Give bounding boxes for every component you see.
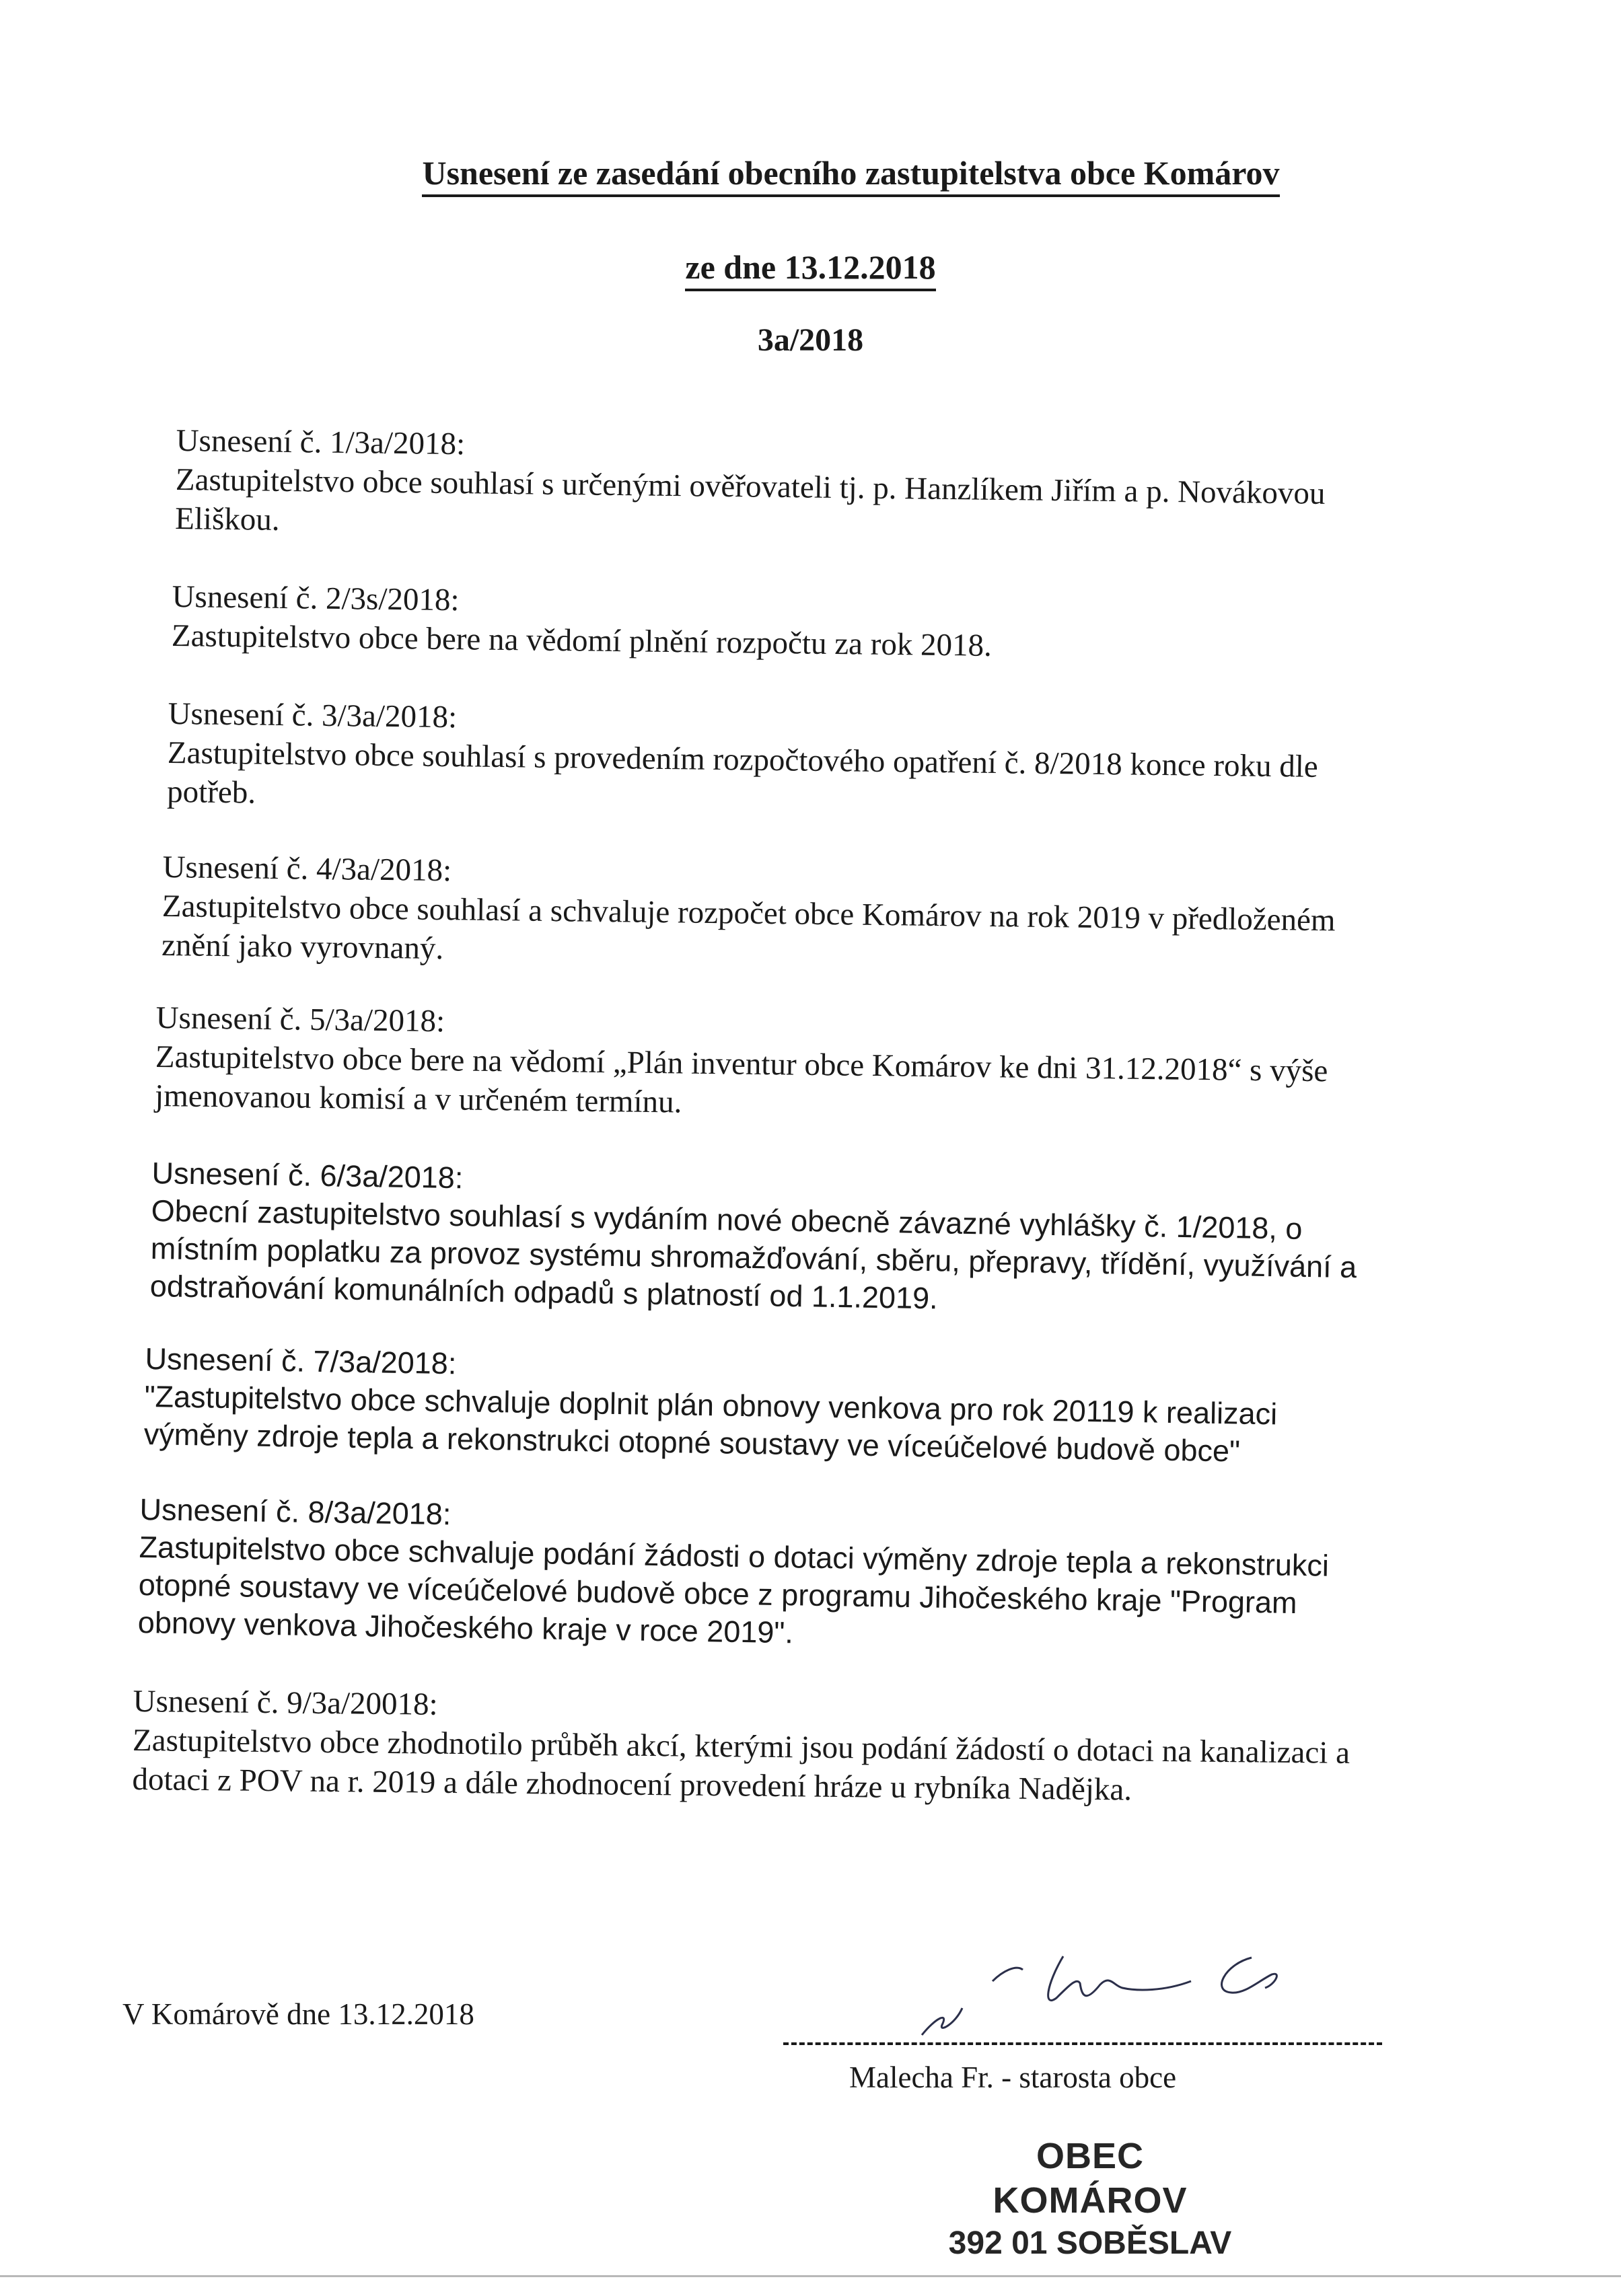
- resolution-text: Obecní zastupitelstvo souhlasí s vydáním nové obecně závazné vyhlášky č. 1/2018, o místním poplatku za provoz systému shromažďování, sběru, přepravy, třídění, využívání a odstraňování komunálních odpadů s platností od 1.1.2019.: [149, 1193, 1357, 1316]
- resolution-label: Usnesení č. 8/3a/2018:: [139, 1491, 452, 1532]
- resolution-label: Usnesení č. 1/3a/2018:: [176, 422, 466, 462]
- resolution-label: Usnesení č. 9/3a/20018:: [133, 1683, 438, 1722]
- resolution-text: Zastupitelstvo obce souhlasí a schvaluje rozpočet obce Komárov na rok 2019 v předloženém znění jako vyrovnaný.: [161, 888, 1336, 967]
- resolution-label: Usnesení č. 5/3a/2018:: [155, 1000, 445, 1039]
- stamp-line-1: OBEC KOMÁROV: [993, 2136, 1188, 2221]
- resolution-text: Zastupitelstvo obce souhlasí s určenými ověřovateli tj. p. Hanzlíkem Jiřím a p. Novákovou Eliškou.: [174, 461, 1326, 538]
- resolution-item: [149, 1154, 1396, 1325]
- document-date: [0, 248, 1621, 287]
- stamp-line-2: 392 01 SOBĚSLAV: [948, 2225, 1232, 2261]
- place-date: V Komárově dne 13.12.2018: [122, 1997, 474, 2031]
- resolution-item: [167, 694, 1413, 827]
- resolution-text: "Zastupitelstvo obce schvaluje doplnit plán obnovy venkova pro rok 20119 k realizaci výměny zdroje tepla a rekonstrukci otopné soustavy ve víceúčelové budově obce": [143, 1378, 1278, 1469]
- signer-name: Malecha Fr. - starosta obce: [849, 2061, 1177, 2094]
- scan-edge-line: [0, 2275, 1621, 2277]
- signature-line: [783, 2042, 1382, 2045]
- document-title-text: Usnesení ze zasedání obecního zastupitelstva obce Komárov: [422, 154, 1279, 197]
- resolution-item: [137, 1491, 1384, 1661]
- resolution-item: [161, 848, 1408, 980]
- resolution-text: Zastupitelstvo obce souhlasí s provedením rozpočtového opatření č. 8/2018 konce roku dle potřeb.: [166, 735, 1318, 811]
- resolution-text: Zastupitelstvo obce zhodnotilo průběh akcí, kterými jsou podání žádostí o dotaci na kanalizaci a dotaci z POV na r. 2019 a dále zhodnocení provedení hráze u rybníka Nadějka.: [132, 1722, 1350, 1808]
- resolution-label: Usnesení č. 6/3a/2018:: [151, 1155, 464, 1195]
- document-number: 3a/2018: [757, 322, 864, 358]
- resolution-label: Usnesení č. 4/3a/2018:: [162, 849, 452, 889]
- office-stamp: [935, 2134, 1245, 2264]
- resolution-item: [132, 1682, 1378, 1812]
- resolution-label: Usnesení č. 2/3s/2018:: [172, 579, 460, 618]
- resolution-label: Usnesení č. 3/3a/2018:: [168, 696, 458, 735]
- resolution-text: Zastupitelstvo obce schvaluje podání žádosti o dotaci výměny zdroje tepla a rekonstrukci otopné soustavy ve víceúčelové budově obce z programu Jihočeského kraje "Program obnovy venkova Jihočeského kraje v roce 2019".: [137, 1529, 1330, 1650]
- resolution-item: [155, 998, 1401, 1131]
- resolution-label: Usnesení č. 7/3a/2018:: [145, 1341, 457, 1381]
- document-date-text: ze dne 13.12.2018: [685, 248, 935, 291]
- document-title: [40, 153, 1621, 192]
- resolution-item: [143, 1340, 1390, 1473]
- resolution-item: [175, 421, 1421, 554]
- resolution-text: Zastupitelstvo obce bere na vědomí plnění rozpočtu za rok 2018.: [171, 618, 993, 663]
- resolution-text: Zastupitelstvo obce bere na vědomí „Plán inventur obce Komárov ke dni 31.12.2018“ s výše jmenovanou komisí a v určeném termínu.: [154, 1039, 1328, 1120]
- signature-image: [908, 1944, 1339, 2045]
- resolution-item: [172, 577, 1417, 671]
